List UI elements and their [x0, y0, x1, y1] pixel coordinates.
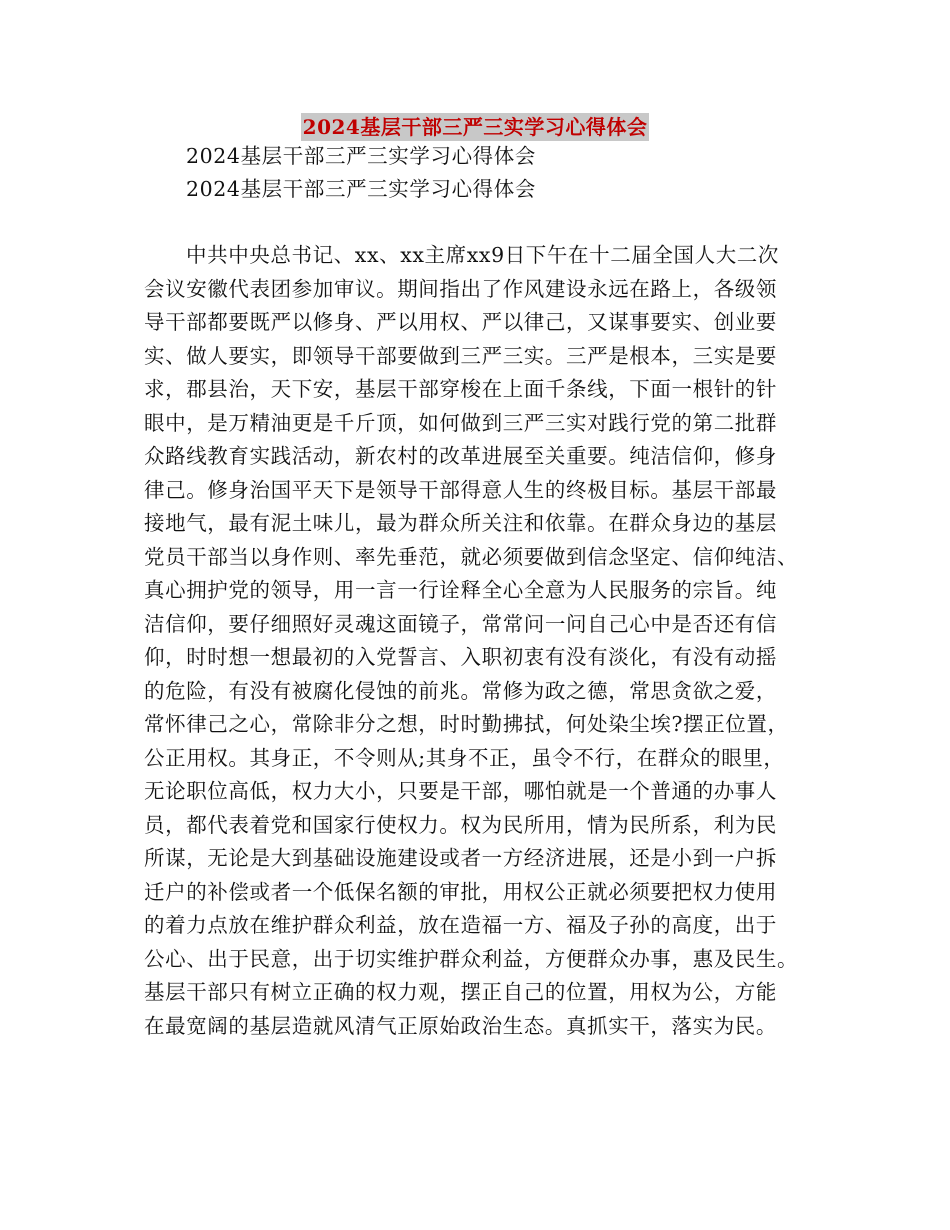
paragraph-line: 实、做人要实，即领导干部要做到三严三实。三严是根本，三实是要 [144, 344, 777, 368]
paragraph-line: 洁信仰，要仔细照好灵魂这面镜子，常常问一问自己心中是否还有信 [144, 612, 777, 636]
paragraph-line: 迁户的补偿或者一个低保名额的审批，用权公正就必须要把权力使用 [144, 880, 777, 904]
subtitle-line: 2024基层干部三严三实学习心得体会 [186, 177, 536, 201]
paragraph-line: 的危险，有没有被腐化侵蚀的前兆。常修为政之德，常思贪欲之爱， [144, 679, 777, 703]
paragraph-line: 接地气，最有泥土味儿，最为群众所关注和依靠。在群众身边的基层 [144, 511, 777, 535]
paragraph-line: 在最宽阔的基层造就风清气正原始政治生态。真抓实干，落实为民。 [144, 1014, 777, 1038]
paragraph-line: 基层干部只有树立正确的权力观，摆正自己的位置，用权为公，方能 [144, 980, 777, 1004]
subtitle-line: 2024基层干部三严三实学习心得体会 [186, 144, 536, 168]
paragraph-line: 导干部都要既严以修身、严以用权、严以律己，又谋事要实、创业要 [144, 310, 777, 334]
paragraph-line: 会议安徽代表团参加审议。期间指出了作风建设永远在路上，各级领 [144, 277, 777, 301]
paragraph-line: 所谋，无论是大到基础设施建设或者一方经济进展，还是小到一户拆 [144, 846, 777, 870]
paragraph-line: 仰，时时想一想最初的入党誓言、入职初衷有没有淡化，有没有动摇 [144, 645, 777, 669]
paragraph-line: 常怀律己之心，常除非分之想，时时勤拂拭，何处染尘埃?摆正位置， [144, 712, 789, 736]
paragraph-line: 中共中央总书记、xx、xx主席xx9日下午在十二届全国人大二次 [186, 243, 780, 267]
paragraph-line: 员，都代表着党和国家行使权力。权为民所用，情为民所系，利为民 [144, 813, 777, 837]
paragraph-line: 的着力点放在维护群众利益，放在造福一方、福及子孙的高度，出于 [144, 913, 777, 937]
paragraph-line: 众路线教育实践活动，新农村的改革进展至关重要。纯洁信仰，修身 [144, 444, 777, 468]
paragraph-line: 公正用权。其身正，不令则从;其身不正，虽令不行，在群众的眼里， [144, 746, 785, 770]
paragraph-line: 眼中，是万精油更是千斤顶，如何做到三严三实对践行党的第二批群 [144, 411, 777, 435]
title-wrap [0, 113, 950, 141]
paragraph-line: 党员干部当以身作则、率先垂范，就必须要做到信念坚定、信仰纯洁、 [144, 545, 799, 569]
document-title: 2024基层干部三严三实学习心得体会 [302, 115, 648, 139]
paragraph-line: 无论职位高低，权力大小，只要是干部，哪怕就是一个普通的办事人 [144, 779, 777, 803]
paragraph-line: 律己。修身治国平天下是领导干部得意人生的终极目标。基层干部最 [144, 478, 777, 502]
paragraph-line: 真心拥护党的领导，用一言一行诠释全心全意为人民服务的宗旨。纯 [144, 578, 777, 602]
paragraph-line: 公心、出于民意，出于切实维护群众利益，方便群众办事，惠及民生。 [144, 947, 799, 971]
paragraph-line: 求，郡县治，天下安，基层干部穿梭在上面千条线，下面一根针的针 [144, 377, 777, 401]
